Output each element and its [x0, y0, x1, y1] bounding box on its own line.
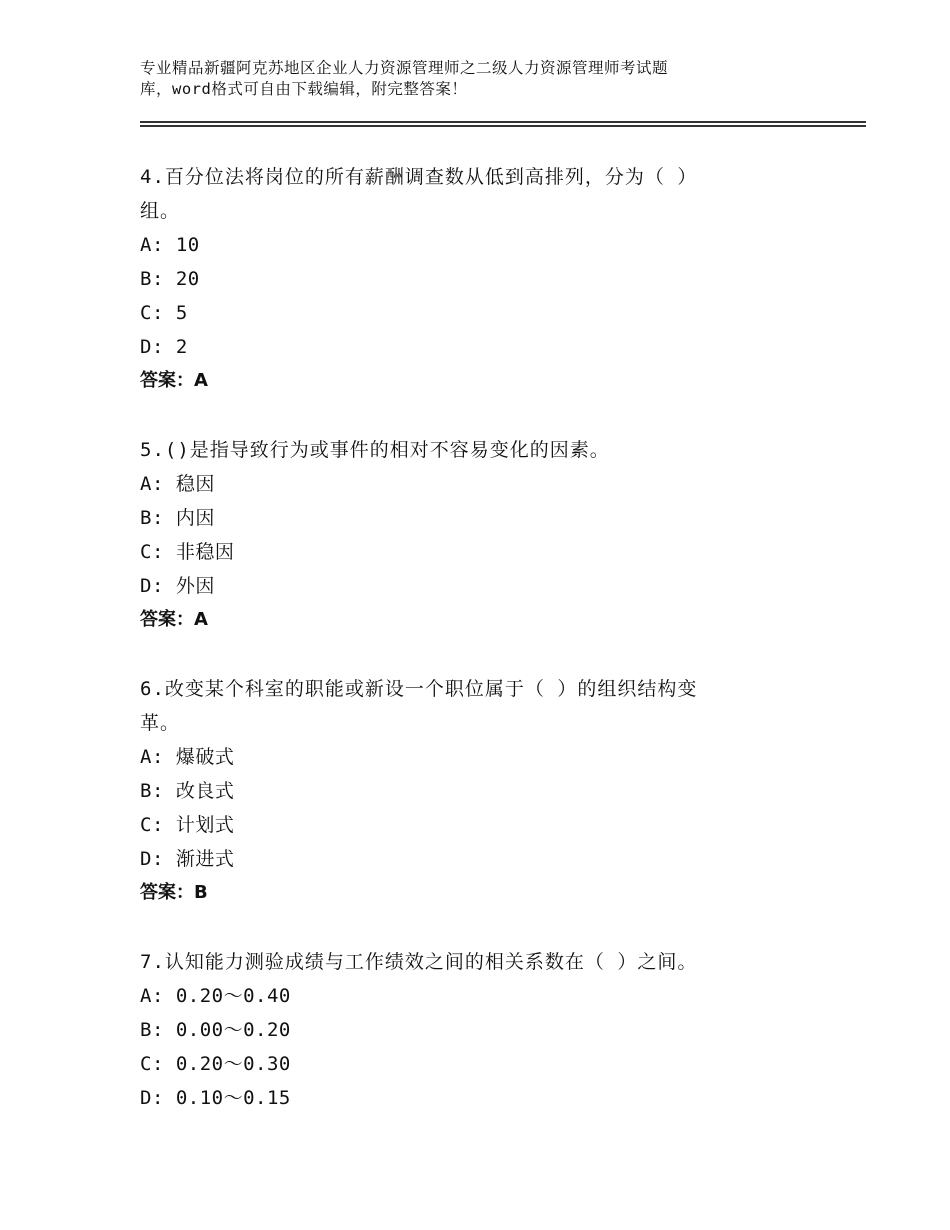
question-stem-line-2: 革。 — [140, 712, 181, 734]
option-c: C: 非稳因 — [140, 541, 235, 563]
header-divider-top — [140, 121, 866, 123]
question-stem-line-2: 组。 — [140, 200, 181, 222]
option-a: A: 0.20～0.40 — [140, 985, 291, 1007]
header-divider-bottom — [140, 125, 866, 127]
question-7 — [140, 945, 790, 1115]
header-line-1: 专业精品新疆阿克苏地区企业人力资源管理师之二级人力资源管理师考试题 — [140, 59, 669, 77]
question-stem-line-1: 6.改变某个科室的职能或新设一个职位属于（ ）的组织结构变 — [140, 678, 698, 700]
option-c: C: 计划式 — [140, 814, 235, 836]
option-b: B: 20 — [140, 268, 200, 290]
answer-label: 答案：A — [140, 370, 208, 391]
option-c: C: 0.20～0.30 — [140, 1053, 291, 1075]
question-stem-line-1: 7.认知能力测验成绩与工作绩效之间的相关系数在（ ）之间。 — [140, 951, 698, 973]
document-header — [140, 58, 840, 100]
option-c: C: 5 — [140, 302, 188, 324]
question-stem-line-1: 5.()是指导致行为或事件的相对不容易变化的因素。 — [140, 439, 610, 461]
option-a: A: 爆破式 — [140, 746, 235, 768]
question-5 — [140, 433, 790, 637]
question-6 — [140, 672, 790, 910]
option-d: D: 0.10～0.15 — [140, 1087, 291, 1109]
option-a: A: 10 — [140, 234, 200, 256]
option-b: B: 0.00～0.20 — [140, 1019, 291, 1041]
option-d: D: 渐进式 — [140, 848, 235, 870]
option-d: D: 2 — [140, 336, 188, 358]
option-a: A: 稳因 — [140, 473, 215, 495]
option-d: D: 外因 — [140, 575, 215, 597]
header-line-2: 库，word格式可自由下载编辑，附完整答案！ — [140, 80, 468, 98]
option-b: B: 改良式 — [140, 780, 235, 802]
option-b: B: 内因 — [140, 507, 215, 529]
question-4 — [140, 160, 790, 398]
answer-label: 答案：B — [140, 882, 208, 903]
question-stem-line-1: 4.百分位法将岗位的所有薪酬调查数从低到高排列，分为（ ） — [140, 166, 698, 188]
answer-label: 答案：A — [140, 609, 208, 630]
